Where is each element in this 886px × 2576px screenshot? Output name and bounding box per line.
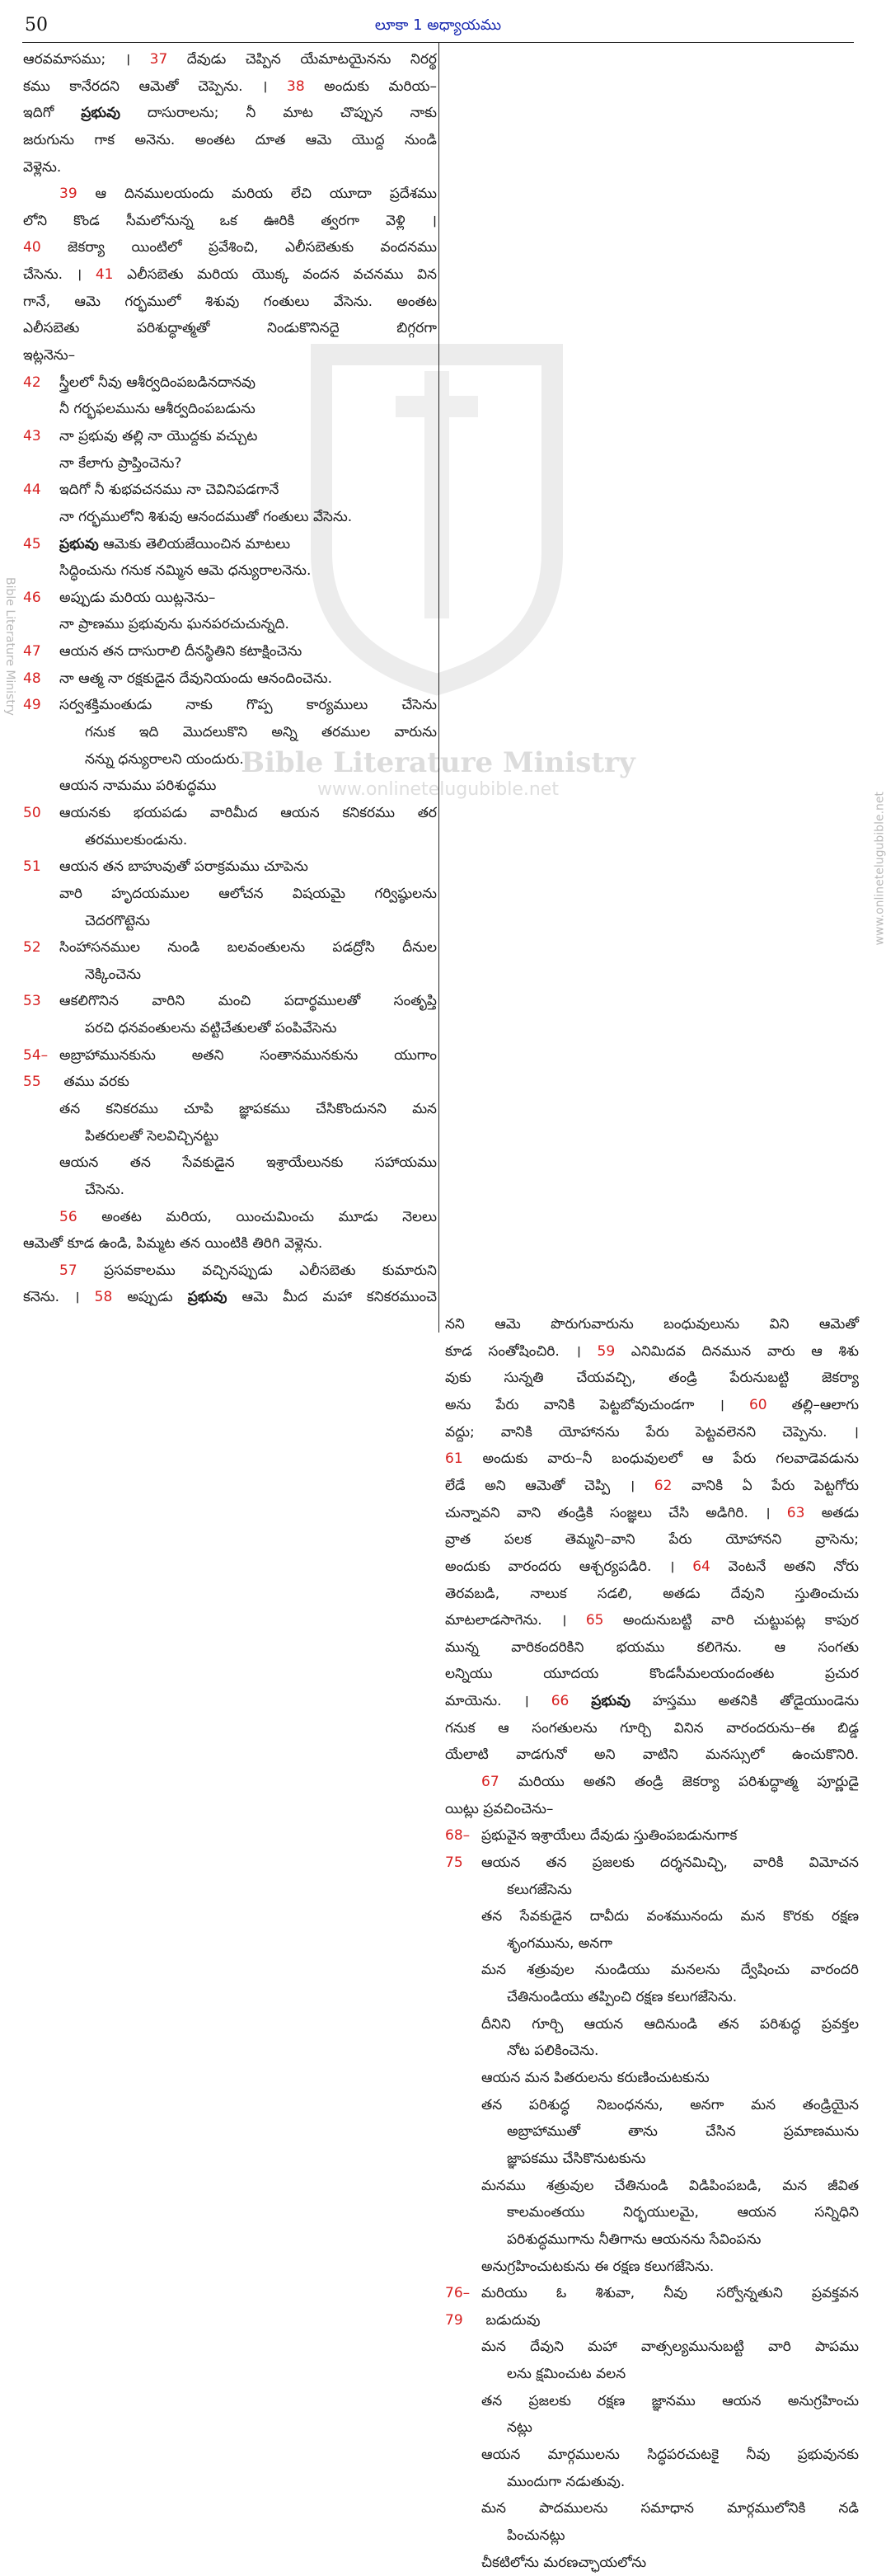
page-header [0, 0, 876, 41]
text-line [445, 1715, 859, 1742]
verse-number: 46 [23, 589, 41, 606]
verse-text: దేవుడు చెప్పిన యేమాటయైనను నిరర్థ [167, 51, 438, 68]
verse-number: 68– [445, 1827, 471, 1845]
verse-text: హస్తము అతనికి తోడైయుండెను [630, 1693, 859, 1710]
verse-number: 61 [445, 1450, 463, 1468]
verse-text: ఆయన తన సేవకుడైన ఇశ్రాయేలునకు సహాయము [59, 1154, 437, 1172]
verse-number: 67 [481, 1774, 499, 1790]
verse-number: 57 [59, 1262, 77, 1279]
text-line [445, 1984, 859, 2011]
verse-text: తన కనికరము చూపి జ్ఞాపకము చేసికొందునని మన [59, 1100, 437, 1117]
verse-text: అందుకు వారందరు ఆశ్చర్యపడిరి. । [445, 1558, 693, 1575]
verse-number: 51 [23, 858, 41, 876]
verse-text: ఆమె మీద మహా కనికరముంచె [227, 1289, 437, 1306]
text-line [23, 342, 437, 369]
emphasis-word: ప్రభువు [591, 1693, 631, 1710]
text-line [445, 1903, 859, 1930]
text-line [445, 2146, 859, 2173]
text-line [23, 369, 437, 397]
verse-text: దాసురాలను; నీ మాట చొప్పున నాకు [120, 105, 437, 122]
text-line [445, 1500, 859, 1527]
text-line [23, 1284, 437, 1311]
verse-text: అప్పుడు [112, 1289, 188, 1306]
verse-text: నా కేలాగు ప్రాప్తించెను? [59, 454, 182, 472]
text-line [445, 1392, 859, 1419]
verse-text: కము కానేరదని ఆమెతో చెప్పెను. । [23, 78, 288, 95]
verse-text: ఆమెతో కూడ ఉండి, పిమ్మట తన యింటికి తిరిగి వెళ్లెను. [23, 1235, 323, 1253]
text-line [23, 1069, 437, 1096]
text-line [445, 2011, 859, 2038]
text-line [445, 1661, 859, 1688]
text-line [445, 1526, 859, 1554]
verse-text: వానికి ఏ పేరు పెట్టగోరు [672, 1477, 859, 1494]
text-line [445, 1634, 859, 1662]
text-line [445, 2092, 859, 2119]
text-line [445, 1742, 859, 1769]
verse-text: పితరులతో సెలవిచ్చినట్టు [85, 1127, 219, 1145]
verse-text: ప్రభువైన ఇశ్రాయేలు దేవుడు స్తుతింపబడునుగాక [481, 1827, 738, 1845]
verse-text: మన పాదములను సమాధాన మార్గములోనికి నడి [481, 2500, 859, 2517]
text-line [445, 2173, 859, 2200]
verse-text: అనుగ్రహించుటకును ఈ రక్షణ కలుగజేసెను. [481, 2258, 715, 2275]
verse-text: తల్లి–ఆలాగు [766, 1397, 859, 1414]
text-line [445, 1877, 859, 1904]
text-line [445, 2414, 859, 2442]
verse-number: 48 [23, 670, 41, 687]
verse-text: జరుగును గాక అనెను. అంతట దూత ఆమె యొద్ద నుండి [23, 131, 437, 148]
verse-number: 47 [23, 643, 41, 660]
verse-number: 56 [59, 1208, 77, 1225]
verse-text: అప్పుడు మరియ యిట్లనెను– [59, 589, 216, 606]
text-line [23, 73, 437, 101]
verse-number: 50 [23, 804, 41, 821]
verse-text: తన పరిశుద్ధ నిబంధనను, అనగా మన తండ్రియైన [481, 2096, 859, 2113]
verse-text: చేతినుండియు తప్పించి రక్షణ కలుగజేసెను. [507, 1989, 738, 2006]
verse-text: ఆకలిగొనిన వారిని మంచి పదార్థములతో సంతృప్తి [59, 993, 437, 1010]
text-line [23, 1204, 437, 1231]
verse-text: మన దేవుని మహా వాత్సల్యమునుబట్టి వారి పాపము [481, 2339, 859, 2356]
verse-text: నెక్కించెను [85, 966, 141, 983]
verse-number: 76– [445, 2285, 471, 2302]
left-column [23, 46, 437, 1311]
text-line [23, 692, 437, 719]
text-line [23, 611, 437, 638]
text-line [23, 396, 437, 423]
text-line [23, 423, 437, 450]
text-line [445, 1365, 859, 1392]
verse-text: మనము శత్రువుల చేతినుండి విడిపింపబడి, మన జీవిత [481, 2177, 859, 2194]
verse-text: యేలాటి వాడగునో అని వాటిని మనస్సులో ఉంచుకొనిరి. [445, 1746, 859, 1764]
verse-text: ఇదిగో నీ శుభవచనము నా చెవినిపడగానే [59, 482, 279, 499]
text-line [445, 2495, 859, 2522]
verse-text: నట్లు [507, 2419, 532, 2437]
verse-text: మరియు అతని తండ్రి జెకర్యా పరిశుద్ధాత్మ పూర్ణుడై [499, 1774, 859, 1790]
verse-text: ఆయన మన పితరులను కరుణించుటకును [481, 2070, 710, 2087]
watermark-title: Bible Literature Ministry [241, 746, 635, 779]
text-line [445, 1930, 859, 1958]
verse-number: 37 [149, 51, 168, 68]
column-divider [438, 43, 439, 1333]
text-line [23, 208, 437, 235]
text-line [445, 2280, 859, 2307]
verse-text: అను పేరు వానికి పెట్టబోవుచుండగా । [445, 1397, 749, 1414]
verse-number: 79 [445, 2311, 463, 2329]
verse-text: సిద్ధించును గనుక నమ్మిన ఆమె ధన్యురాలనెను. [59, 562, 312, 580]
verse-text: లోని కొండ సీమలోనున్న ఒక ఊరికి త్వరగా వెళ్లి । [23, 212, 437, 229]
text-line [23, 585, 437, 612]
verse-text: వద్దు; వానికి యోహానను పేరు పెట్టవలెనని చెప్పెను. । [445, 1423, 859, 1441]
verse-text: నా ప్రాణము ప్రభువును ఘనపరచుచున్నది. [59, 616, 289, 633]
verse-number: 64 [692, 1558, 710, 1575]
text-line [445, 2226, 859, 2254]
text-line [445, 2199, 859, 2226]
verse-text: స్త్రీలలో నీవు ఆశీర్వదింపబడినదానవు [59, 374, 255, 391]
verse-text: చీకటిలోను మరణచ్ఛాయలోను [481, 2554, 647, 2571]
text-line [445, 2522, 859, 2550]
watermark-url: www.onlinetelugubible.net [317, 779, 559, 800]
verse-text: తన ప్రజలకు రక్షణ జ్ఞానము ఆయన అనుగ్రహించు [481, 2392, 859, 2409]
text-line [445, 1822, 859, 1850]
verse-text: నా గర్భములోని శిశువు ఆనందముతో గంతులు వేసెను. [59, 508, 353, 525]
text-line [23, 827, 437, 854]
verse-number: 65 [585, 1612, 604, 1629]
verse-number: 59 [597, 1342, 616, 1360]
text-line [23, 1096, 437, 1123]
verse-text: అంతట మరియ, యించుమించు మూడు నెలలు [77, 1208, 437, 1225]
verse-text: చేసెను. [85, 1181, 125, 1198]
verse-text: అబ్రాహామునకును అతని సంతానమునకును యుగాం [59, 1046, 437, 1064]
verse-text: ఆయనకు భయపడు వారిమీద ఆయన కనికరము తర [59, 804, 437, 821]
verse-text: లన్నియు యూదయ కొండసీమలయందంతట ప్రచుర [445, 1666, 859, 1683]
text-line [445, 1850, 859, 1877]
verse-text: తెరవబడి, నాలుక సడలి, అతడు దేవుని స్తుతించుచు [445, 1585, 859, 1602]
emphasis-word: ప్రభువు [81, 105, 120, 122]
verse-text: ఆయన తన బాహువుతో పరాక్రమము చూపెను [59, 858, 308, 876]
text-line [23, 881, 437, 908]
text-line [23, 100, 437, 127]
text-line [23, 289, 437, 316]
text-line [445, 1607, 859, 1634]
text-line [23, 181, 437, 208]
verse-text: మాటలాడసాగెను. । [445, 1612, 586, 1629]
verse-number: 58 [94, 1289, 113, 1306]
verse-number: 40 [23, 239, 41, 256]
text-line [445, 2469, 859, 2496]
verse-text: జెకర్యా యింటిలో ప్రవేశించి, ఎలీసబెతుకు వందనము [40, 239, 437, 256]
text-line [23, 934, 437, 961]
text-line [445, 1419, 859, 1446]
verse-text: చేసెను. । [23, 266, 96, 284]
verse-number: 52 [23, 939, 41, 957]
verse-text: మున్న వారికందరికిని భయము కలిగెను. ఆ సంగతు [445, 1638, 859, 1656]
verse-number: 54– [23, 1046, 49, 1064]
verse-text: నీ గర్భఫలమును ఆశీర్వదింపబడును [59, 401, 255, 418]
verse-text: ఆమెకు తెలియజేయించిన మాటలు [98, 535, 291, 552]
text-line [23, 988, 437, 1015]
verse-text: వ్రాత పలక తెమ్మని–వాని పేరు యోహానని వ్రాసెను; [445, 1531, 859, 1549]
verse-text: మరియు ఓ శిశువా, నీవు సర్వోన్నతుని ప్రవక్తవన [481, 2285, 859, 2302]
verse-text: జ్ఞాపకము చేసికొనుటకును [507, 2150, 646, 2167]
text-line [23, 46, 437, 73]
text-line [445, 1688, 859, 1715]
verse-text: వెళ్లెను. [23, 158, 62, 176]
verse-number: 53 [23, 993, 41, 1010]
verse-text: లేడే అని ఆమెతో చెప్పి । [445, 1477, 654, 1494]
side-text-url: www.onlinetelugubible.net [873, 792, 886, 946]
text-line [445, 2388, 859, 2415]
text-line [23, 1015, 437, 1042]
text-line [23, 638, 437, 665]
verse-text: తన సేవకుడైన దావీదు వంశమునందు మన కొరకు రక్షణ [481, 1908, 859, 1925]
text-line [445, 2550, 859, 2576]
text-line [445, 1796, 859, 1823]
text-line [23, 477, 437, 504]
verse-number: 42 [23, 374, 41, 391]
verse-number: 63 [786, 1504, 805, 1521]
verse-text: సర్వశక్తిమంతుడు నాకు గొప్ప కార్యములు చేసెను [59, 697, 437, 714]
verse-number: 39 [59, 186, 77, 203]
text-line [23, 853, 437, 881]
verse-text: ప్రసవకాలము వచ్చినప్పుడు ఎలీసబెతు కుమారుని [77, 1262, 437, 1279]
text-line [445, 2361, 859, 2388]
text-line [23, 746, 437, 773]
side-text-ministry: Bible Literature Ministry [3, 577, 16, 716]
verse-text: చున్నావని వాని తండ్రికి సంజ్ఞలు చేసి అడిగిరి. । [445, 1504, 787, 1521]
verse-text: పరిశుద్ధముగాను నీతిగాను ఆయనను సేవింపను [507, 2230, 762, 2248]
verse-number: 43 [23, 427, 41, 444]
text-line [23, 800, 437, 827]
text-line [23, 665, 437, 693]
verse-text: నని ఆమె పొరుగువారును బంధువులును విని ఆమెతో [445, 1316, 859, 1333]
verse-text: మాయెను. । [445, 1693, 551, 1710]
verse-number: 44 [23, 482, 41, 499]
verse-number: 38 [287, 78, 305, 95]
verse-number: 55 [23, 1074, 41, 1091]
text-line [23, 908, 437, 935]
verse-text: వుకు సున్నతి చేయవచ్చి, తండ్రి పేరునుబట్టి జెకర్యా [445, 1370, 859, 1387]
verse-text: చెదరగొట్టెను [85, 912, 150, 929]
text-line [23, 961, 437, 989]
verse-text: లను క్షమించుట వలన [507, 2366, 626, 2383]
verse-text: ఆయన నామము పరిశుద్ధము [59, 778, 217, 795]
verse-text: బడుదువు [481, 2311, 541, 2329]
text-line [445, 2307, 859, 2334]
verse-number: 75 [445, 1854, 463, 1871]
text-line [445, 2442, 859, 2469]
verse-text: ఇదిగో [23, 105, 82, 122]
verse-text: ఆయన మార్గములను సిద్ధపరచుటకై నీవు ప్రభువునకు [481, 2447, 859, 2464]
text-line [23, 504, 437, 531]
verse-text: తరములకుండును. [85, 831, 188, 848]
verse-text: నోట పలికించెను. [507, 2042, 599, 2060]
text-line [445, 1581, 859, 1608]
chapter-title: లూకా 1 అధ్యాయము [374, 16, 502, 34]
verse-text: పరచి ధనవంతులను వట్టిచేతులతో పంపివేసెను [85, 1020, 337, 1037]
verse-number: 49 [23, 697, 41, 714]
text-line [23, 531, 437, 558]
verse-text: అబ్రాహాముతో తాను చేసిన ప్రమాణమును [507, 2123, 859, 2141]
verse-text: ఆయన తన ప్రజలకు దర్శనమిచ్చి, వారికి విమోచన [481, 1854, 859, 1871]
text-line [23, 1177, 437, 1204]
text-line [445, 1769, 859, 1796]
verse-text: వారి హృదయముల ఆలోచన విషయమై గర్విష్ఠులను [59, 885, 437, 902]
verse-number: 45 [23, 535, 41, 552]
verse-text: అందుకు వారు–నీ బంధువులలో ఆ పేరు గలవాడెవడును [462, 1450, 859, 1468]
text-line [23, 234, 437, 261]
verse-text: నా ప్రభువు తల్లి నా యొద్దకు వచ్చుట [59, 427, 258, 444]
verse-text: నా ఆత్మ నా రక్షకుడైన దేవునియందు ఆనందించెను. [59, 670, 333, 687]
verse-text: కాలమంతయు నిర్భయులమై, ఆయన సన్నిధిని [507, 2204, 859, 2221]
verse-text: తము వరకు [59, 1074, 129, 1091]
verse-number: 60 [748, 1397, 767, 1414]
verse-number: 62 [654, 1477, 673, 1494]
text-line [23, 154, 437, 181]
text-line [445, 2118, 859, 2146]
text-line [23, 719, 437, 746]
verse-text [569, 1693, 591, 1709]
text-line [23, 315, 437, 342]
text-line [445, 2334, 859, 2361]
verse-text: వెంటనే అతని నోరు [710, 1558, 859, 1575]
verse-text: కలుగజేసెను [507, 1881, 572, 1898]
text-line [23, 773, 437, 800]
emphasis-word: ప్రభువు [187, 1289, 227, 1306]
verse-text: అందుకు మరియ– [304, 78, 437, 95]
verse-text: నన్ను ధన్యురాలని యందురు. [85, 750, 244, 768]
verse-text: అతడు [804, 1504, 859, 1521]
text-line [445, 1311, 859, 1338]
text-line [23, 557, 437, 585]
text-line [445, 1473, 859, 1500]
verse-text: ఎనిమిదవ దినమున వారు ఆ శిశు [615, 1342, 860, 1360]
verse-text: మన శత్రువుల నుండియు మనలను ద్వేషించు వారందరి [481, 1962, 859, 1979]
verse-text: దీనిని గూర్చి ఆయన ఆదినుండి తన పరిశుద్ధ ప్రవక్తల [481, 2015, 859, 2033]
verse-text: ఎలీసబెతు పరిశుద్ధాత్మతో నిండుకొనినదై బిగ్గరగా [23, 320, 437, 337]
verse-text: ముందుగా నడుతువు. [507, 2473, 626, 2490]
verse-text: గనుక ఇది మొదలుకొని అన్ని తరముల వారును [85, 724, 437, 741]
verse-number: 41 [95, 266, 114, 284]
verse-text: ఇట్లనెను– [23, 347, 76, 364]
verse-text: అందునుబట్టి వారి చుట్టుపట్ల కాపుర [603, 1612, 859, 1629]
right-column [445, 1311, 859, 2576]
text-line [445, 1445, 859, 1473]
verse-text: ఆ దినములయందు మరియ లేచి యూదా ప్రదేశము [77, 186, 437, 203]
verse-text: ఆరవమాసము; । [23, 51, 150, 68]
text-line [23, 127, 437, 154]
verse-text: గానే, ఆమె గర్భములో శిశువు గంతులు వేసెను. అంతట [23, 293, 437, 310]
text-line [23, 1042, 437, 1069]
text-line [445, 1957, 859, 1984]
text-line [23, 1149, 437, 1177]
verse-text: సింహాసనముల నుండి బలవంతులను పడద్రోసి దీనుల [59, 939, 437, 957]
text-line [23, 450, 437, 477]
verse-text: పించునట్లు [507, 2527, 565, 2544]
text-line [445, 2065, 859, 2092]
page-number: 50 [25, 15, 48, 35]
text-line [23, 261, 437, 289]
verse-text: యిట్లు ప్రవచించెను– [445, 1800, 554, 1817]
verse-text: గనుక ఆ సంగతులను గూర్చి వినిన వారందరును–ఈ బిడ్డ [445, 1719, 859, 1737]
text-line [445, 1338, 859, 1366]
text-line [23, 1257, 437, 1285]
verse-text: ఎలీసబెతు మరియ యొక్క వందన వచనము విన [113, 266, 437, 284]
text-line [445, 2038, 859, 2065]
text-line [23, 1230, 437, 1257]
text-line [445, 1554, 859, 1581]
verse-number: 66 [551, 1693, 570, 1710]
text-line [23, 1123, 437, 1150]
verse-text: ఆయన తన దాసురాలి దీనస్థితిని కటాక్షించెను [59, 643, 302, 660]
verse-text: కనెను. । [23, 1289, 95, 1306]
verse-text: శృంగమును, అనగా [507, 1934, 612, 1952]
verse-text: కూడ సంతోషించిరి. । [445, 1342, 598, 1360]
text-line [445, 2254, 859, 2281]
emphasis-word: ప్రభువు [59, 535, 99, 552]
